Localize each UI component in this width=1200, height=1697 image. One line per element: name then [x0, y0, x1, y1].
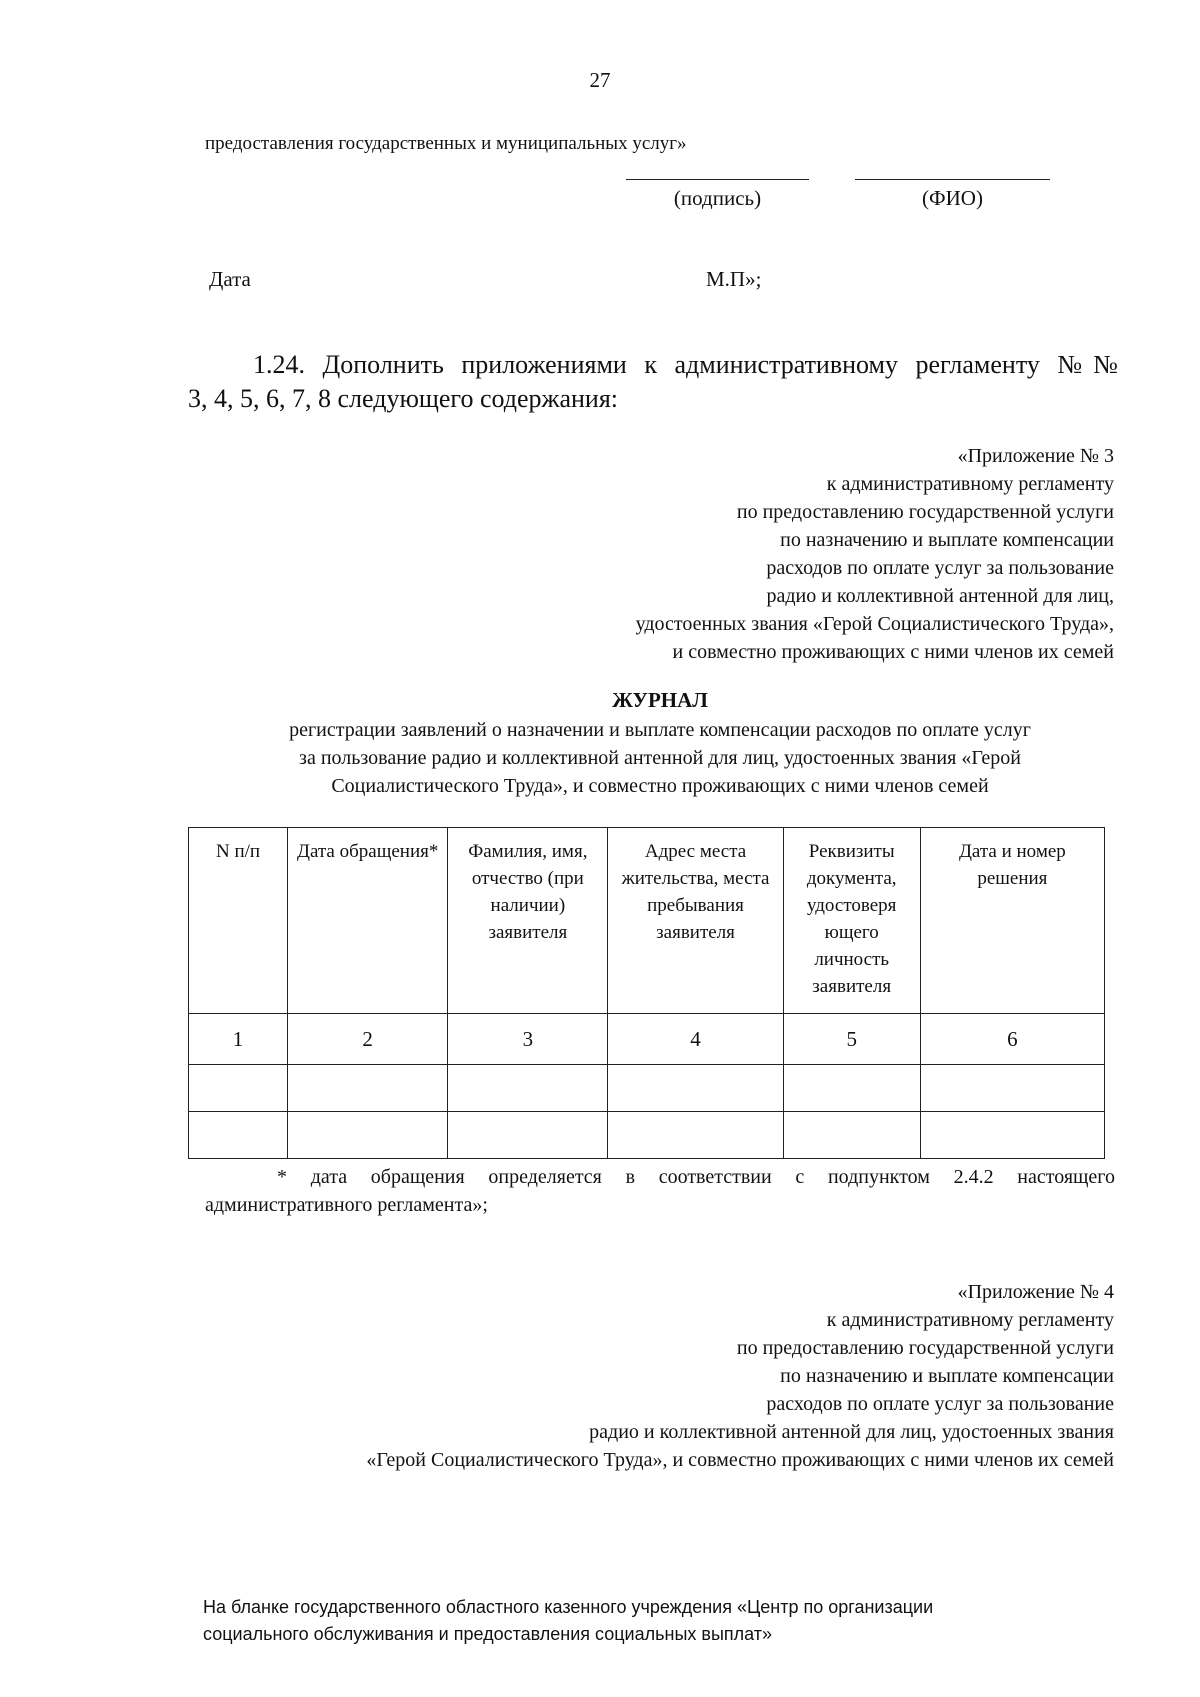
page-number: 27 — [589, 68, 611, 92]
footnote — [205, 1163, 1115, 1219]
header-cell: Дата обращения* — [288, 828, 448, 1014]
appendix-line: по предоставлению государственной услуги — [736, 1337, 1114, 1359]
appendix-line: и совместно проживающих с ними членов их семей — [672, 641, 1114, 663]
appendix-4-header — [366, 1278, 1114, 1474]
table-row — [189, 1112, 1105, 1159]
empty-cell — [608, 1065, 783, 1112]
appendix-line: к административному регламенту — [826, 473, 1114, 495]
header-cell: Дата и номер решения — [920, 828, 1104, 1014]
empty-cell — [189, 1112, 288, 1159]
appendix-line: расходов по оплате услуг за пользование — [766, 1393, 1114, 1415]
empty-cell — [448, 1112, 608, 1159]
appendix-line: к административному регламенту — [826, 1309, 1114, 1331]
column-number-cell: 1 — [189, 1014, 288, 1065]
journal-table — [188, 827, 1105, 1159]
journal-title: ЖУРНАЛ — [612, 688, 708, 712]
letterhead-line: социального обслуживания и предоставления социальных выплат» — [203, 1624, 773, 1644]
appendix-line: «Приложение № 3 — [957, 445, 1114, 467]
appendix-line: по предоставлению государственной услуги — [736, 501, 1114, 523]
clause-1-24 — [188, 348, 1118, 416]
footnote-line: административного регламента»; — [205, 1194, 488, 1216]
appendix-line: радио и коллективной антенной для лиц, удостоенных звания — [589, 1421, 1114, 1443]
column-number-cell: 5 — [783, 1014, 920, 1065]
column-number-cell: 4 — [608, 1014, 783, 1065]
empty-cell — [783, 1065, 920, 1112]
header-cell: Фамилия, имя, отчество (при наличии) заявителя — [448, 828, 608, 1014]
table-row — [189, 1065, 1105, 1112]
signature-label: (подпись) — [673, 186, 762, 210]
table-row — [189, 1014, 1105, 1065]
appendix-line: по назначению и выплате компенсации — [780, 1365, 1114, 1387]
appendix-line: по назначению и выплате компенсации — [780, 529, 1114, 551]
table-header-row — [189, 828, 1105, 1014]
empty-cell — [288, 1112, 448, 1159]
clause-line: 1.24. Дополнить приложениями к административному регламенту №№ — [253, 350, 1118, 379]
journal-subtitle — [180, 716, 1140, 800]
footnote-line: * дата обращения определяется в соответствии с подпунктом 2.4.2 настоящего — [277, 1166, 1115, 1188]
date-label: Дата — [209, 267, 251, 291]
column-number-cell: 2 — [288, 1014, 448, 1065]
letterhead-note — [203, 1594, 1103, 1648]
appendix-line: радио и коллективной антенной для лиц, — [766, 585, 1114, 607]
header-cell: Реквизиты документа, удостоверя ющего личность заявителя — [783, 828, 920, 1014]
journal-subtitle-line: регистрации заявлений о назначении и выплате компенсации расходов по оплате услуг — [289, 719, 1031, 741]
name-label: (ФИО) — [922, 186, 983, 210]
clause-line: 3, 4, 5, 6, 7, 8 следующего содержания: — [188, 384, 619, 413]
name-line — [855, 179, 1050, 180]
header-cell: Адрес места жительства, места пребывания заявителя — [608, 828, 783, 1014]
column-number-cell: 3 — [448, 1014, 608, 1065]
intro-line: предоставления государственных и муниципальных услуг» — [205, 133, 687, 154]
empty-cell — [920, 1065, 1104, 1112]
empty-cell — [189, 1065, 288, 1112]
letterhead-line: На бланке государственного областного казенного учреждения «Центр по организации — [203, 1597, 934, 1617]
appendix-line: «Приложение № 4 — [957, 1281, 1114, 1303]
signature-line — [626, 179, 809, 180]
empty-cell — [783, 1112, 920, 1159]
appendix-line: удостоенных звания «Герой Социалистического Труда», — [635, 613, 1114, 635]
column-number-cell: 6 — [920, 1014, 1104, 1065]
appendix-3-header — [636, 442, 1114, 666]
empty-cell — [448, 1065, 608, 1112]
stamp-label: М.П»; — [706, 267, 762, 291]
journal-subtitle-line: за пользование радио и коллективной антенной для лиц, удостоенных звания «Герой — [299, 747, 1021, 769]
appendix-line: «Герой Социалистического Труда», и совместно проживающих с ними членов их семей — [366, 1449, 1114, 1471]
empty-cell — [288, 1065, 448, 1112]
journal-subtitle-line: Социалистического Труда», и совместно проживающих с ними членов семей — [331, 775, 989, 797]
appendix-line: расходов по оплате услуг за пользование — [766, 557, 1114, 579]
empty-cell — [920, 1112, 1104, 1159]
header-cell: N п/п — [189, 828, 288, 1014]
empty-cell — [608, 1112, 783, 1159]
